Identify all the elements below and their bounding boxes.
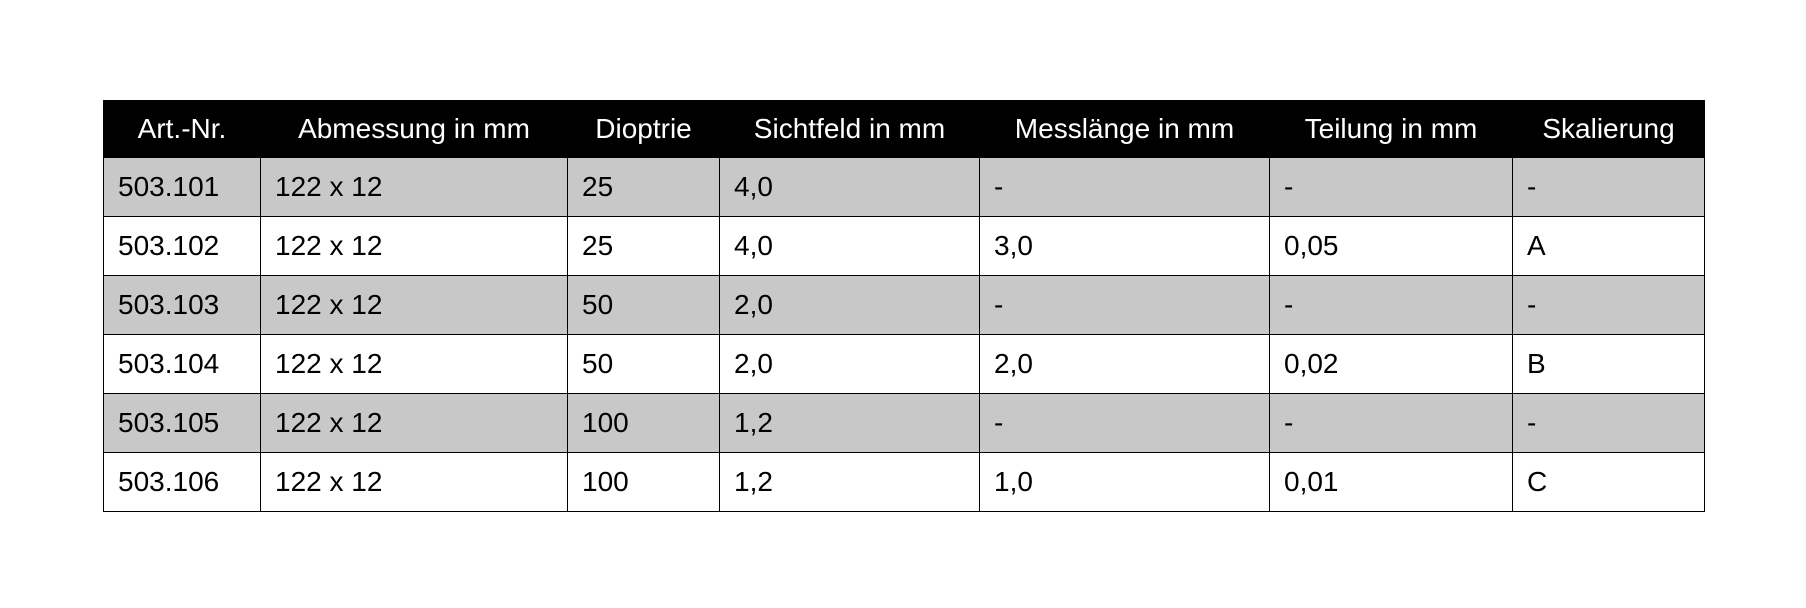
cell-sichtfeld: 1,2 xyxy=(720,453,980,512)
spec-table-container xyxy=(103,100,1704,512)
cell-abmessung: 122 x 12 xyxy=(261,394,568,453)
cell-sichtfeld: 4,0 xyxy=(720,217,980,276)
cell-teilung: 0,01 xyxy=(1270,453,1513,512)
table-row xyxy=(104,276,1705,335)
cell-dioptrie: 50 xyxy=(568,276,720,335)
table-header xyxy=(104,101,1705,158)
cell-teilung: - xyxy=(1270,158,1513,217)
cell-sichtfeld: 1,2 xyxy=(720,394,980,453)
table-row xyxy=(104,394,1705,453)
cell-skalierung: C xyxy=(1513,453,1705,512)
cell-messlaenge: - xyxy=(980,158,1270,217)
cell-sichtfeld: 4,0 xyxy=(720,158,980,217)
cell-skalierung: A xyxy=(1513,217,1705,276)
column-header-abmessung: Abmessung in mm xyxy=(261,101,568,158)
cell-messlaenge: 2,0 xyxy=(980,335,1270,394)
cell-skalierung: - xyxy=(1513,276,1705,335)
cell-art-nr: 503.101 xyxy=(104,158,261,217)
table-row xyxy=(104,453,1705,512)
cell-dioptrie: 100 xyxy=(568,453,720,512)
cell-dioptrie: 25 xyxy=(568,217,720,276)
cell-skalierung: - xyxy=(1513,158,1705,217)
cell-sichtfeld: 2,0 xyxy=(720,276,980,335)
table-header-row xyxy=(104,101,1705,158)
cell-abmessung: 122 x 12 xyxy=(261,335,568,394)
cell-teilung: - xyxy=(1270,394,1513,453)
cell-dioptrie: 25 xyxy=(568,158,720,217)
cell-abmessung: 122 x 12 xyxy=(261,276,568,335)
cell-sichtfeld: 2,0 xyxy=(720,335,980,394)
cell-art-nr: 503.106 xyxy=(104,453,261,512)
column-header-skalierung: Skalierung xyxy=(1513,101,1705,158)
table-row xyxy=(104,217,1705,276)
table-body xyxy=(104,158,1705,512)
cell-abmessung: 122 x 12 xyxy=(261,217,568,276)
cell-messlaenge: - xyxy=(980,276,1270,335)
cell-messlaenge: 3,0 xyxy=(980,217,1270,276)
table-row xyxy=(104,335,1705,394)
cell-skalierung: B xyxy=(1513,335,1705,394)
cell-art-nr: 503.102 xyxy=(104,217,261,276)
cell-messlaenge: - xyxy=(980,394,1270,453)
cell-teilung: 0,02 xyxy=(1270,335,1513,394)
column-header-messlaenge: Messlänge in mm xyxy=(980,101,1270,158)
cell-dioptrie: 100 xyxy=(568,394,720,453)
cell-art-nr: 503.104 xyxy=(104,335,261,394)
cell-art-nr: 503.103 xyxy=(104,276,261,335)
column-header-teilung: Teilung in mm xyxy=(1270,101,1513,158)
cell-abmessung: 122 x 12 xyxy=(261,158,568,217)
cell-messlaenge: 1,0 xyxy=(980,453,1270,512)
column-header-art-nr: Art.-Nr. xyxy=(104,101,261,158)
cell-teilung: 0,05 xyxy=(1270,217,1513,276)
cell-skalierung: - xyxy=(1513,394,1705,453)
column-header-dioptrie: Dioptrie xyxy=(568,101,720,158)
product-spec-table xyxy=(103,100,1705,512)
cell-art-nr: 503.105 xyxy=(104,394,261,453)
column-header-sichtfeld: Sichtfeld in mm xyxy=(720,101,980,158)
cell-abmessung: 122 x 12 xyxy=(261,453,568,512)
cell-dioptrie: 50 xyxy=(568,335,720,394)
table-row xyxy=(104,158,1705,217)
cell-teilung: - xyxy=(1270,276,1513,335)
